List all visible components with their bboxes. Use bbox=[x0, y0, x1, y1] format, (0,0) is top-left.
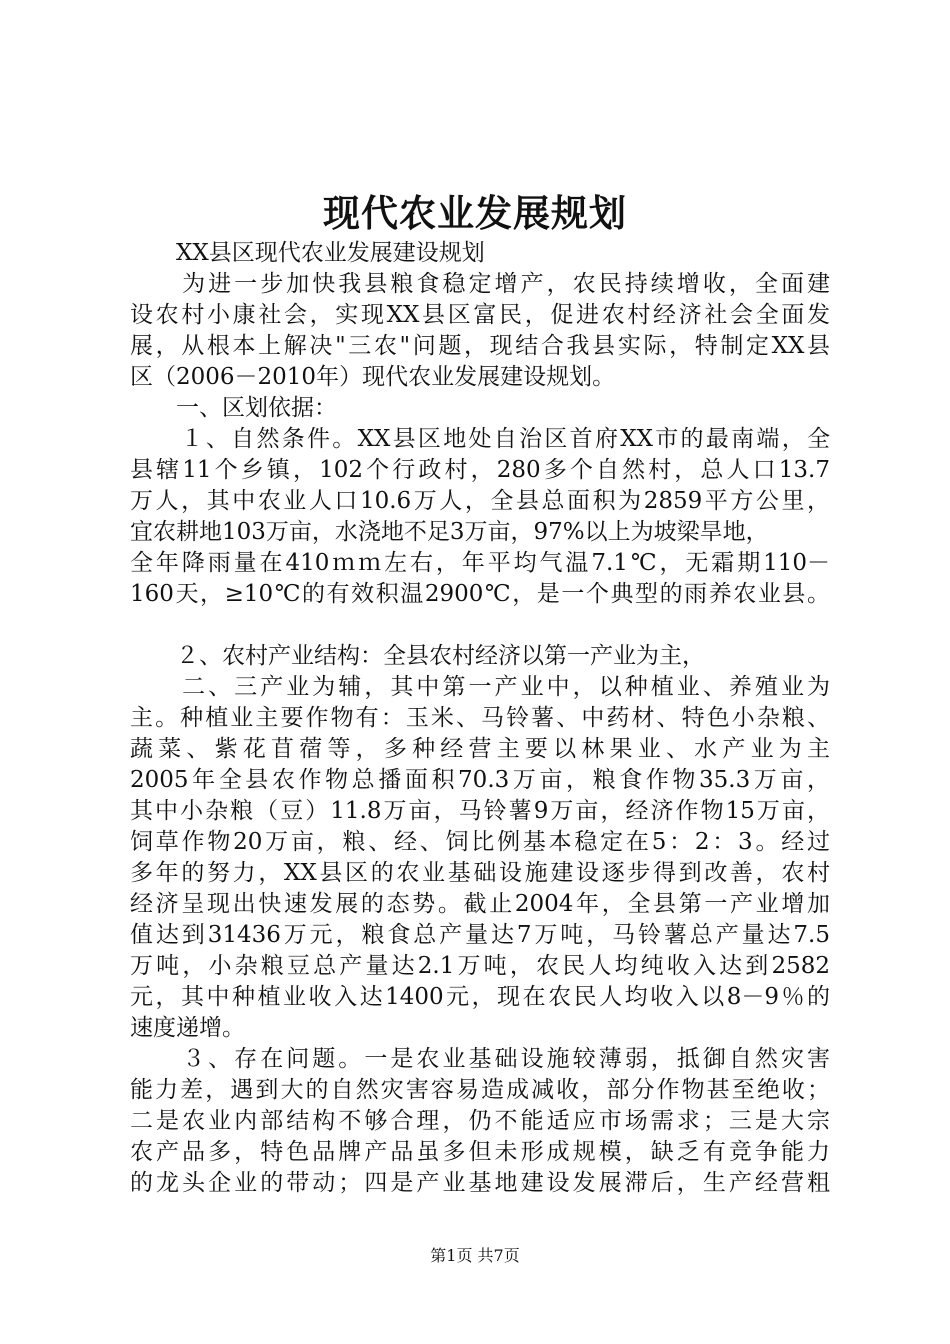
text-line: １、自然条件。XX县区地处自治区首府XX市的最南端，全 bbox=[130, 426, 830, 452]
text-line: 区（2006－2010年）现代农业发展建设规划。 bbox=[130, 364, 616, 390]
text-line: 速度递增。 bbox=[130, 1015, 245, 1041]
text-line: ３、存在问题。一是农业基础设施较薄弱，抵御自然灾害 bbox=[130, 1046, 830, 1072]
text-line: 能力差，遇到大的自然灾害容易造成减收，部分作物甚至绝收； bbox=[130, 1077, 830, 1103]
blank-line bbox=[130, 610, 830, 641]
text-line: 农产品多，特色品牌产品虽多但未形成规模，缺乏有竞争能力 bbox=[130, 1139, 830, 1165]
text-line: 经济呈现出快速发展的态势。截止2004年，全县第一产业增加 bbox=[130, 891, 830, 917]
text-line: 2005年全县农作物总播面积70.3万亩，粮食作物35.3万亩， bbox=[130, 767, 830, 793]
text-line: 县辖11个乡镇，102个行政村，280多个自然村，总人口13.7 bbox=[130, 457, 830, 483]
text-line: 全年降雨量在410ｍｍ左右，年平均气温7.1℃，无霜期110－ bbox=[130, 550, 830, 576]
text-line: 其中小杂粮（豆）11.8万亩，马铃薯9万亩，经济作物15万亩， bbox=[130, 798, 830, 824]
text-line: 二、三产业为辅，其中第一产业中，以种植业、养殖业为 bbox=[130, 674, 830, 700]
text-line: ２、农村产业结构：全县农村经济以第一产业为主， bbox=[130, 643, 705, 669]
text-line: 160天，≥10℃的有效积温2900℃，是一个典型的雨养农业县。 bbox=[130, 581, 830, 607]
text-line: 万人，其中农业人口10.6万人，全县总面积为2859平方公里， bbox=[130, 488, 830, 514]
text-line: 设农村小康社会，实现XX县区富民，促进农村经济社会全面发 bbox=[130, 302, 830, 328]
text-line: 值达到31436万元，粮食总产量达7万吨，马铃薯总产量达7.5 bbox=[130, 922, 830, 948]
text-line: 一、区划依据： bbox=[130, 395, 337, 421]
text-line: 宜农耕地103万亩，水浇地不足3万亩，97%以上为坡梁旱地， bbox=[130, 519, 769, 545]
text-line: 饲草作物20万亩，粮、经、饲比例基本稳定在5：2：3。经过 bbox=[130, 829, 830, 855]
document-title: 现代农业发展规划 bbox=[323, 191, 627, 235]
text-line: 二是农业内部结构不够合理，仍不能适应市场需求；三是大宗 bbox=[130, 1108, 830, 1134]
text-line: 蔬菜、紫花苜蓿等，多种经营主要以林果业、水产业为主 bbox=[130, 736, 830, 762]
text-line: XX县区现代农业发展建设规划 bbox=[130, 240, 485, 266]
text-line: 展，从根本上解决"三农"问题，现结合我县实际，特制定XX县 bbox=[130, 333, 830, 359]
text-line: 多年的努力，XX县区的农业基础设施建设逐步得到改善，农村 bbox=[130, 860, 830, 886]
text-line: 元，其中种植业收入达1400元，现在农民人均收入以8－9％的 bbox=[130, 984, 830, 1010]
document-body bbox=[130, 238, 830, 1199]
page-footer: 第1页 共7页 bbox=[430, 1246, 520, 1265]
text-line: 为进一步加快我县粮食稳定增产，农民持续增收，全面建 bbox=[130, 271, 830, 297]
text-line: 主。种植业主要作物有：玉米、马铃薯、中药材、特色小杂粮、 bbox=[130, 705, 830, 731]
text-line: 万吨，小杂粮豆总产量达2.1万吨，农民人均纯收入达到2582 bbox=[130, 953, 830, 979]
text-line: 的龙头企业的带动；四是产业基地建设发展滞后，生产经营粗 bbox=[130, 1170, 830, 1196]
